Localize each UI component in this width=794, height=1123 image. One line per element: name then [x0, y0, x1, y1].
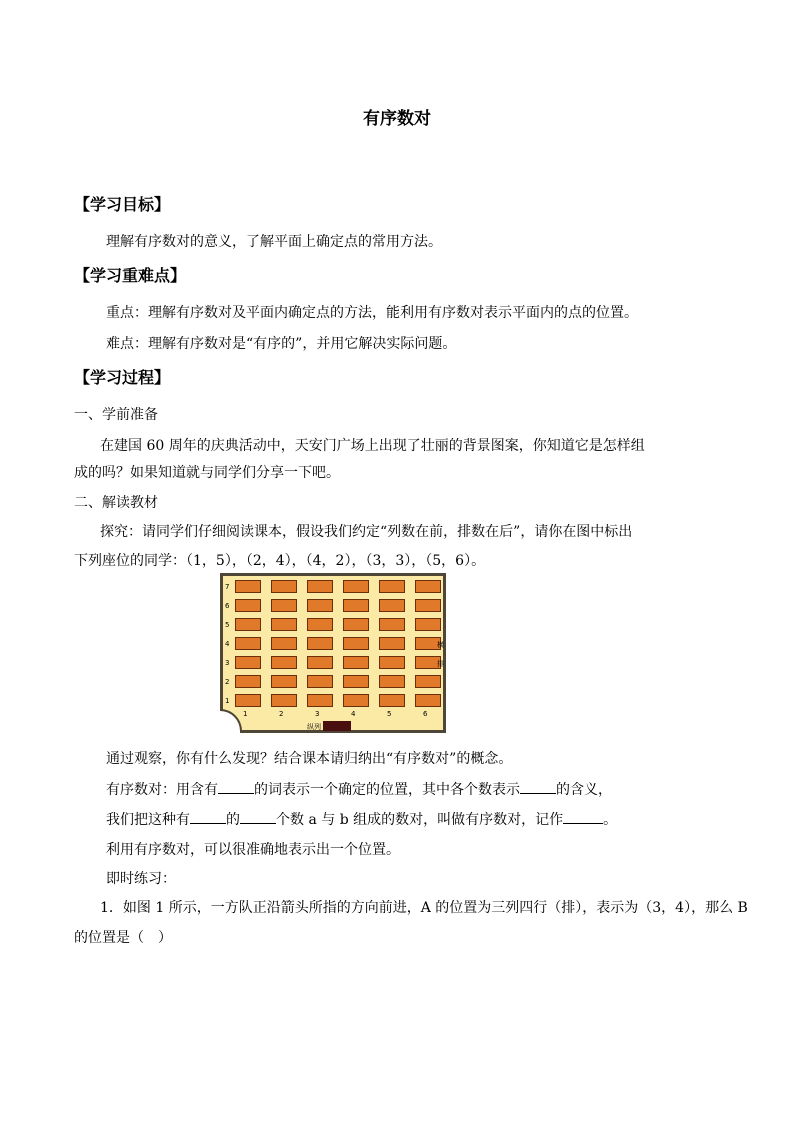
seat: [379, 580, 405, 593]
seat: [415, 694, 441, 707]
observe-text: 通过观察，你有什么发现？结合课本请归纳出“有序数对”的概念。: [106, 751, 513, 767]
part2-title: 二、解读教材: [74, 495, 158, 511]
col-label: 6: [423, 710, 428, 718]
goal-text: 理解有序数对的意义，了解平面上确定点的常用方法。: [106, 234, 442, 250]
col-label: 5: [387, 710, 392, 718]
door-icon: [220, 709, 242, 733]
explore-line1: 探究：请同学们仔细阅读课本，假设我们约定“列数在前，排数在后”，请你在图中标出: [100, 524, 633, 540]
seat: [343, 694, 369, 707]
seat: [235, 694, 261, 707]
seat: [415, 618, 441, 631]
difficult-point: 难点：理解有序数对是“有序的”，并用它解决实际问题。: [106, 336, 457, 352]
seat: [271, 637, 297, 650]
goal-heading: 【学习目标】: [74, 195, 171, 214]
seat: [415, 599, 441, 612]
seat: [235, 637, 261, 650]
key-heading: 【学习重难点】: [74, 266, 187, 285]
seat: [343, 580, 369, 593]
seat: [415, 675, 441, 688]
row-label: 3: [225, 659, 230, 667]
question1-line2: 的位置是（ ）: [74, 930, 172, 946]
blank-field[interactable]: [190, 809, 226, 824]
seat: [415, 580, 441, 593]
definition-line2: [106, 809, 617, 830]
seat: [271, 675, 297, 688]
seat: [271, 580, 297, 593]
seat: [307, 599, 333, 612]
def2-part-d: 。: [603, 812, 618, 828]
row-label: 7: [225, 583, 230, 591]
row-label: 6: [225, 602, 230, 610]
def2-part-a: 我们把这种有: [106, 812, 190, 828]
col-label: 2: [279, 710, 284, 718]
key-point: 重点：理解有序数对及平面内确定点的方法，能利用有序数对表示平面内的点的位置。: [106, 305, 638, 321]
part1-line2: 成的吗？如果知道就与同学们分享一下吧。: [74, 465, 340, 481]
definition-line1: [106, 779, 612, 800]
column-direction-label: 纵列: [307, 723, 321, 731]
seat: [307, 675, 333, 688]
page-title: 有序数对: [363, 109, 431, 129]
seat: [235, 656, 261, 669]
side-label-heng: 横: [437, 641, 444, 649]
def1-part-c: 的含义，: [556, 782, 612, 798]
seat: [271, 656, 297, 669]
seat: [307, 618, 333, 631]
seat: [307, 656, 333, 669]
def2-part-c: 个数 a 与 b 组成的数对，叫做有序数对，记作: [276, 812, 564, 828]
definition-line3: 利用有序数对，可以很准确地表示出一个位置。: [106, 842, 400, 858]
podium: [323, 721, 351, 731]
seat: [235, 599, 261, 612]
explore-line2: 下列座位的同学：（1，5），（2，4），（4，2），（3，3），（5，6）。: [74, 553, 486, 569]
seat: [307, 694, 333, 707]
def1-part-a: 有序数对：用含有: [106, 782, 218, 798]
seat: [235, 618, 261, 631]
row-label: 5: [225, 621, 230, 629]
seat: [379, 637, 405, 650]
seat: [343, 675, 369, 688]
seat: [271, 694, 297, 707]
seat: [235, 675, 261, 688]
seat: [343, 618, 369, 631]
part1-line1: 在建国 60 周年的庆典活动中，天安门广场上出现了壮丽的背景图案，你知道它是怎样组: [100, 438, 645, 454]
row-label: 1: [225, 697, 230, 705]
process-heading: 【学习过程】: [74, 368, 171, 387]
seat: [343, 599, 369, 612]
blank-field[interactable]: [563, 809, 603, 824]
col-label: 4: [351, 710, 356, 718]
practice-label: 即时练习：: [106, 871, 176, 887]
seat: [379, 656, 405, 669]
seat: [271, 599, 297, 612]
seat: [343, 656, 369, 669]
question1-line1: 1．如图 1 所示，一方队正沿箭头所指的方向前进，A 的位置为三列四行（排），表示为（3，4），那么 B: [100, 900, 748, 916]
def1-part-b: 的词表示一个确定的位置，其中各个数表示: [254, 782, 520, 798]
col-label: 3: [315, 710, 320, 718]
seat: [379, 675, 405, 688]
seating-chart-figure: [220, 573, 446, 733]
blank-field[interactable]: [240, 809, 276, 824]
row-label: 4: [225, 640, 230, 648]
seat: [307, 637, 333, 650]
blank-field[interactable]: [520, 779, 556, 794]
side-label-pai: 排: [437, 660, 444, 668]
def2-part-b: 的: [226, 812, 240, 828]
seat: [379, 618, 405, 631]
part1-title: 一、学前准备: [74, 407, 158, 423]
seat: [235, 580, 261, 593]
seat: [343, 637, 369, 650]
row-label: 2: [225, 678, 230, 686]
col-label: 1: [243, 710, 248, 718]
seat: [379, 694, 405, 707]
seat: [307, 580, 333, 593]
seat: [271, 618, 297, 631]
blank-field[interactable]: [218, 779, 254, 794]
seat: [379, 599, 405, 612]
